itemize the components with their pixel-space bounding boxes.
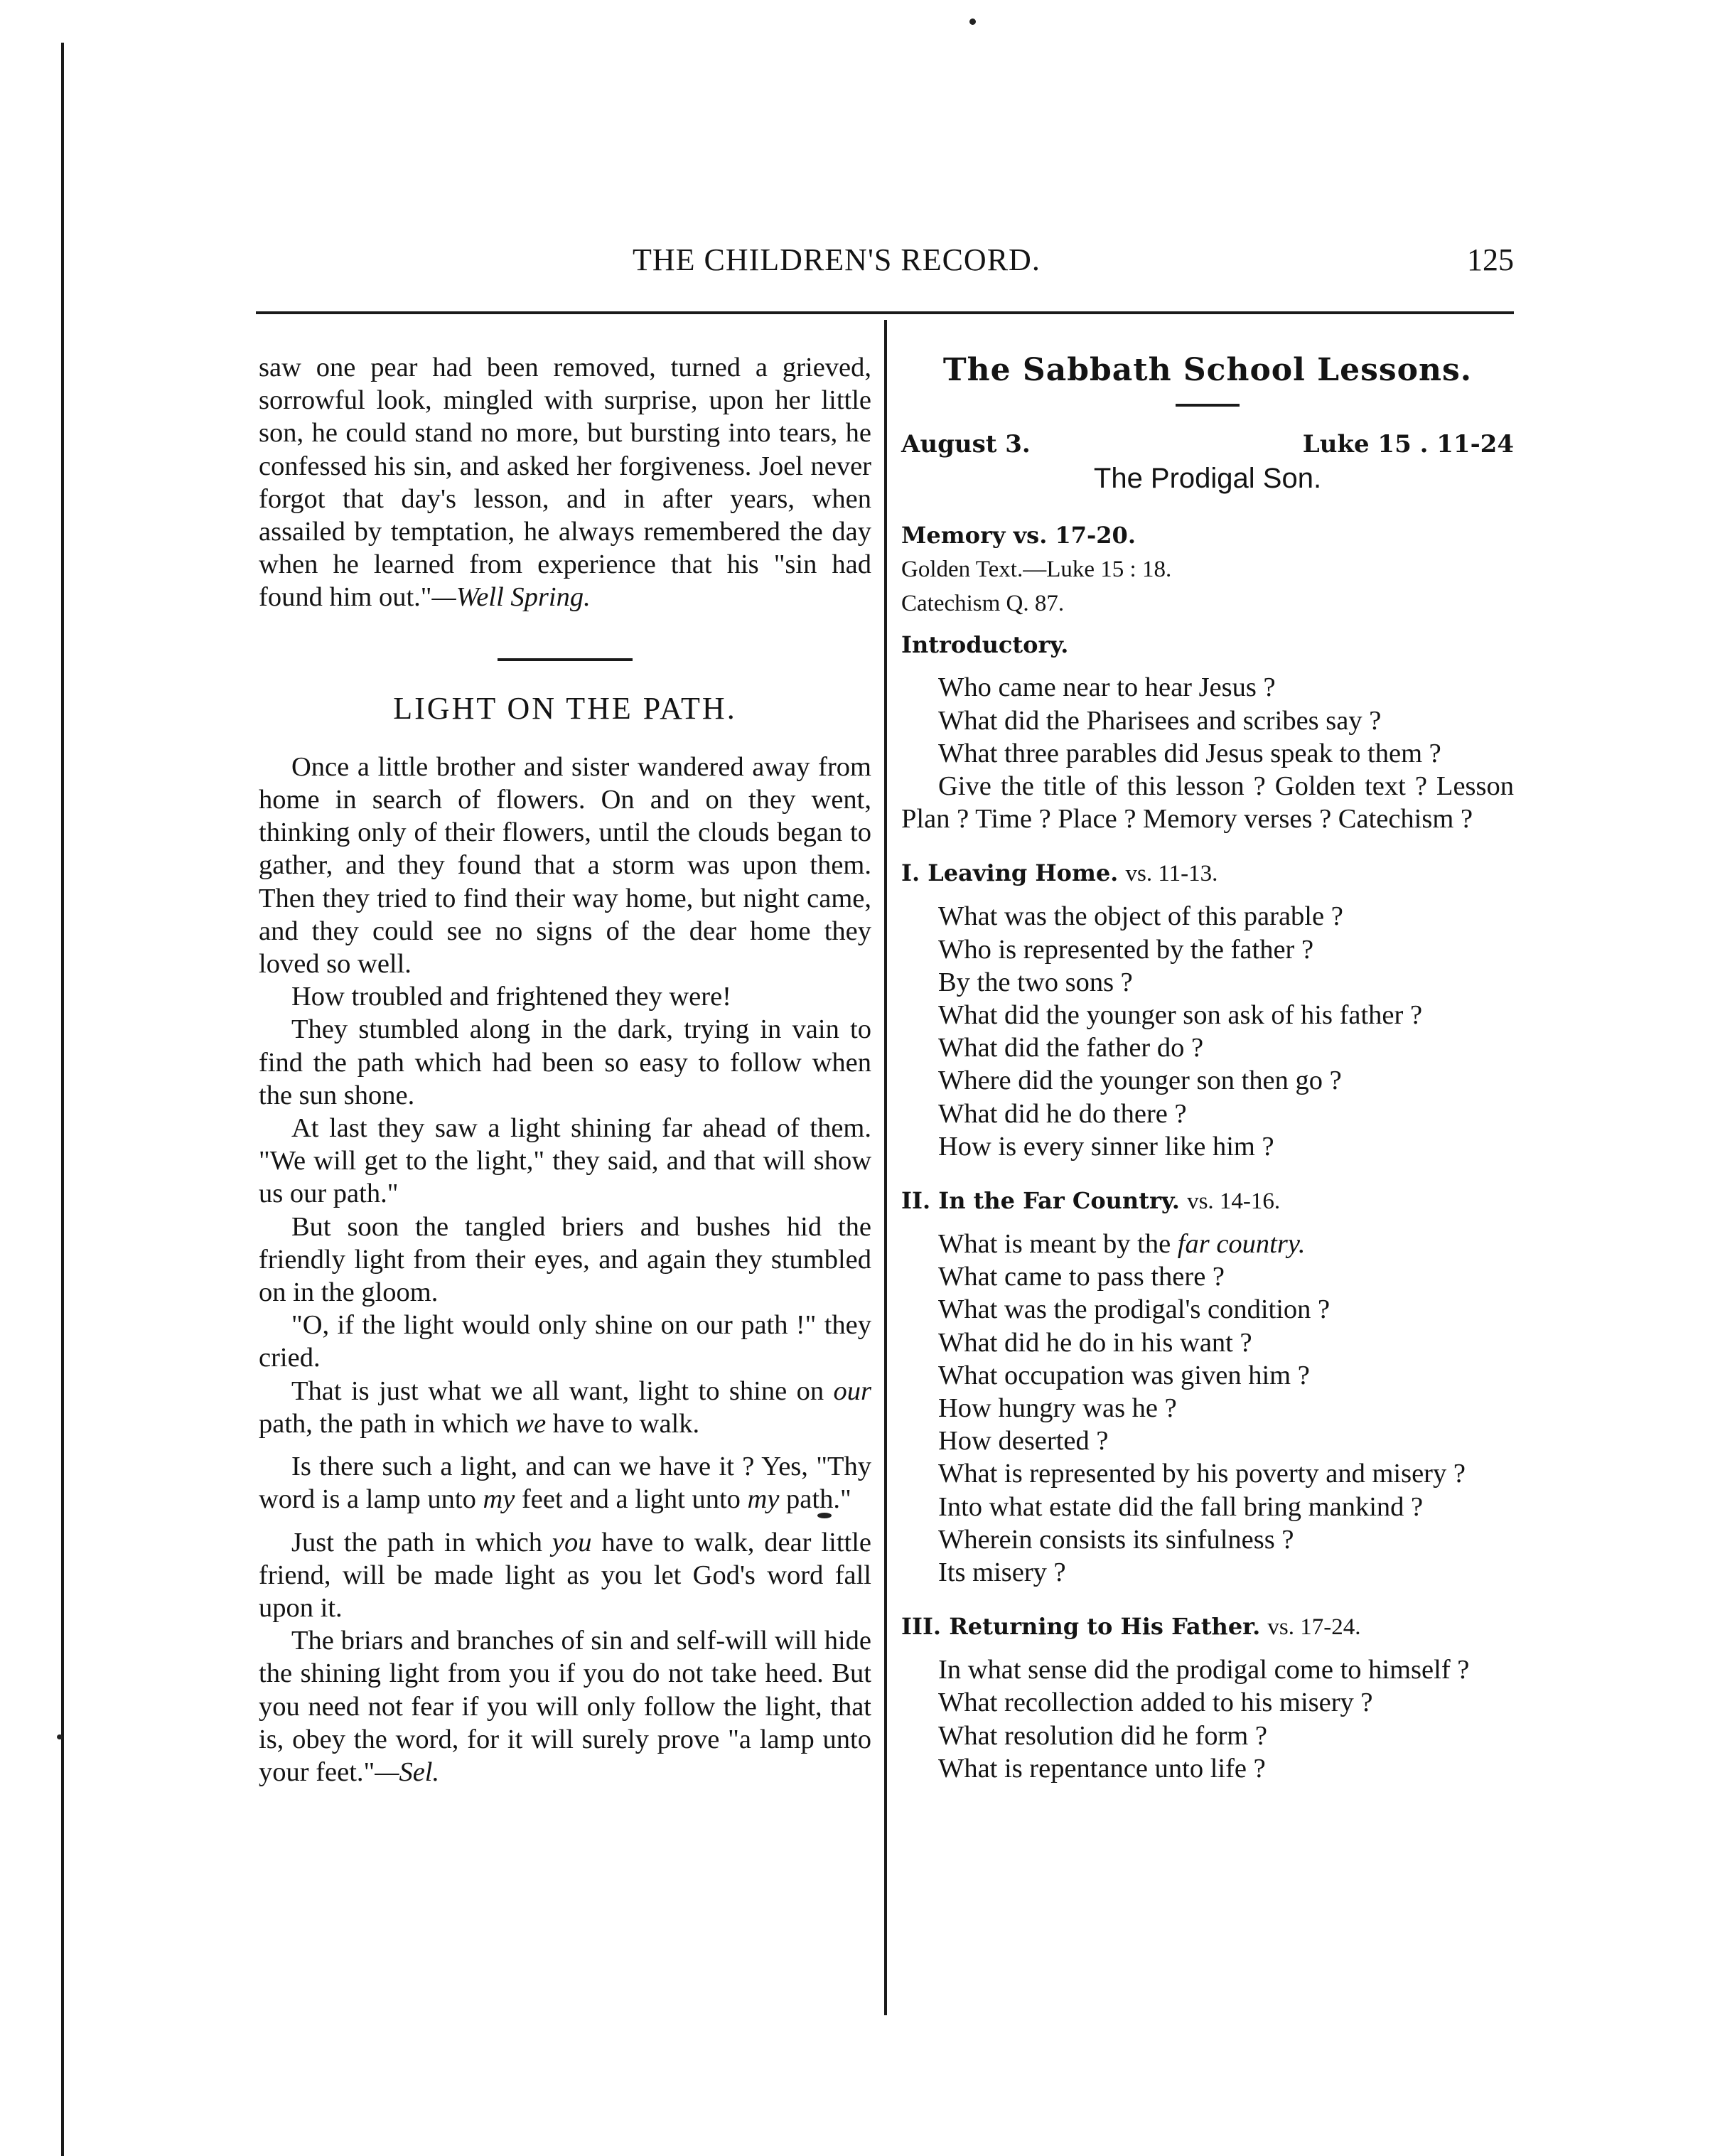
question: How hungry was he ? (938, 1393, 1177, 1424)
lesson-date-row (901, 425, 1514, 459)
golden-text: Golden Text.—Luke 15 : 18. (901, 557, 1172, 583)
question: Into what estate did the fall bring mankind ? (938, 1491, 1424, 1522)
story-paragraph: Once a little brother and sister wandered away from home in search of flowers. On and on they went, thinking only of their flowers, until the clouds began to gather, and they found that a storm was upon them. Then they tried to find their way home, but night came, and they could see no signs of the dear home they loved so well. (259, 751, 871, 980)
source-credit: —Well Spring. (431, 582, 591, 613)
page-number: 125 (1467, 242, 1514, 277)
question: What was the prodigal's condition ? (938, 1294, 1331, 1325)
question: What occupation was given him ? (938, 1360, 1310, 1390)
page-header (256, 242, 1514, 299)
question: What did the father do ? (938, 1033, 1204, 1063)
question: How is every sinner like him ? (938, 1131, 1274, 1162)
story-paragraph: How troubled and frightened they were! (291, 982, 731, 1012)
story-divider (498, 658, 633, 661)
running-head: THE CHILDREN'S RECORD. (633, 242, 1041, 277)
question: What three parables did Jesus speak to them ? (938, 738, 1441, 768)
question: Who came near to hear Jesus ? (938, 672, 1276, 703)
scripture-reference: Luke 15 . 11-24 (1302, 430, 1514, 459)
question: Its misery ? (938, 1557, 1066, 1588)
question: What is meant by the far country. (938, 1229, 1306, 1260)
print-speck (969, 18, 976, 25)
question: In what sense did the prodigal come to himself ? (938, 1655, 1470, 1685)
story-paragraph: But soon the tangled briers and bushes hid the friendly light from their eyes, and again they stumbled on in the gloom. (259, 1211, 871, 1308)
question: What recollection added to his misery ? (938, 1688, 1373, 1718)
column-divider (884, 320, 887, 2015)
question: Give the title of this lesson ? Golden text ? Lesson Plan ? Time ? Place ? Memory verses ? Catechism ? (901, 771, 1514, 835)
question: What is represented by his poverty and misery ? (938, 1459, 1466, 1489)
question: What did the younger son ask of his father ? (938, 1000, 1423, 1031)
title-divider (1176, 404, 1240, 407)
question: What did he do there ? (938, 1098, 1187, 1129)
lesson-date: August 3. (901, 430, 1031, 459)
continued-story-paragraph: saw one pear had been removed, turned a grieved, sorrowful look, mingled with surprise, upon her little son, he could stand no more, but bursting into tears, he confessed his sin, and asked her forgiveness. Joel never forgot that day's lesson, and in after years, when assailed by temptation, he always remembered the day when he learned from experience that his "sin had found him out."—Well Spring. (259, 353, 871, 613)
question: Wherein consists its sinfulness ? (938, 1524, 1294, 1555)
header-rule (256, 311, 1514, 314)
section-heading-leaving-home: I. Leaving Home. vs. 11-13. (901, 859, 1218, 887)
question: What came to pass there ? (938, 1262, 1225, 1292)
question: Who is represented by the father ? (938, 934, 1314, 965)
story-paragraph: "O, if the light would only shine on our path !" they cried. (259, 1310, 871, 1373)
question: What resolution did he form ? (938, 1720, 1267, 1751)
introductory-heading: Introductory. (901, 631, 1069, 659)
story-paragraph: Just the path in which you have to walk, dear little friend, will be made light as you let God's word fall upon it. (259, 1527, 871, 1623)
question: How deserted ? (938, 1426, 1109, 1457)
question: What is repentance unto life ? (938, 1753, 1266, 1784)
question: What did the Pharisees and scribes say ? (938, 705, 1382, 736)
story-paragraph: That is just what we all want, light to shine on our path, the path in which we have to walk. (259, 1375, 871, 1439)
question: What did he do in his want ? (938, 1327, 1252, 1358)
story-paragraph: The briars and branches of sin and self-will will hide the shining light from you if you do not take heed. But you need not fear if you will only follow the light, that is, obey the word, for it will surely prove "a lamp unto your feet."—Sel. (259, 1626, 871, 1787)
section-heading-returning: III. Returning to His Father. vs. 17-24. (901, 1613, 1361, 1641)
story-title: LIGHT ON THE PATH. (393, 690, 737, 726)
story-paragraph: They stumbled along in the dark, trying in vain to find the path which had been so easy to follow when the sun shone. (259, 1014, 871, 1110)
memory-verses: Memory vs. 17-20. (901, 522, 1136, 549)
lesson-title: The Prodigal Son. (1093, 463, 1322, 495)
source-credit: —Sel. (375, 1757, 440, 1787)
question: By the two sons ? (938, 967, 1133, 997)
lessons-section-title: The Sabbath School Lessons. (942, 352, 1473, 388)
catechism-ref: Catechism Q. 87. (901, 591, 1065, 617)
page-edge-line (61, 43, 64, 2156)
left-column (259, 351, 871, 1788)
right-column (901, 351, 1514, 1785)
section-heading-far-country: II. In the Far Country. vs. 14-16. (901, 1187, 1281, 1215)
question: What was the object of this parable ? (938, 901, 1343, 932)
question: Where did the younger son then go ? (938, 1066, 1342, 1096)
story-paragraph: Is there such a light, and can we have it ? Yes, "Thy word is a lamp unto my feet and a light unto my path." (259, 1452, 871, 1515)
story-paragraph: At last they saw a light shining far ahead of them. "We will get to the light," they said, and that will show us our path." (259, 1113, 871, 1209)
print-speck (57, 1734, 63, 1739)
